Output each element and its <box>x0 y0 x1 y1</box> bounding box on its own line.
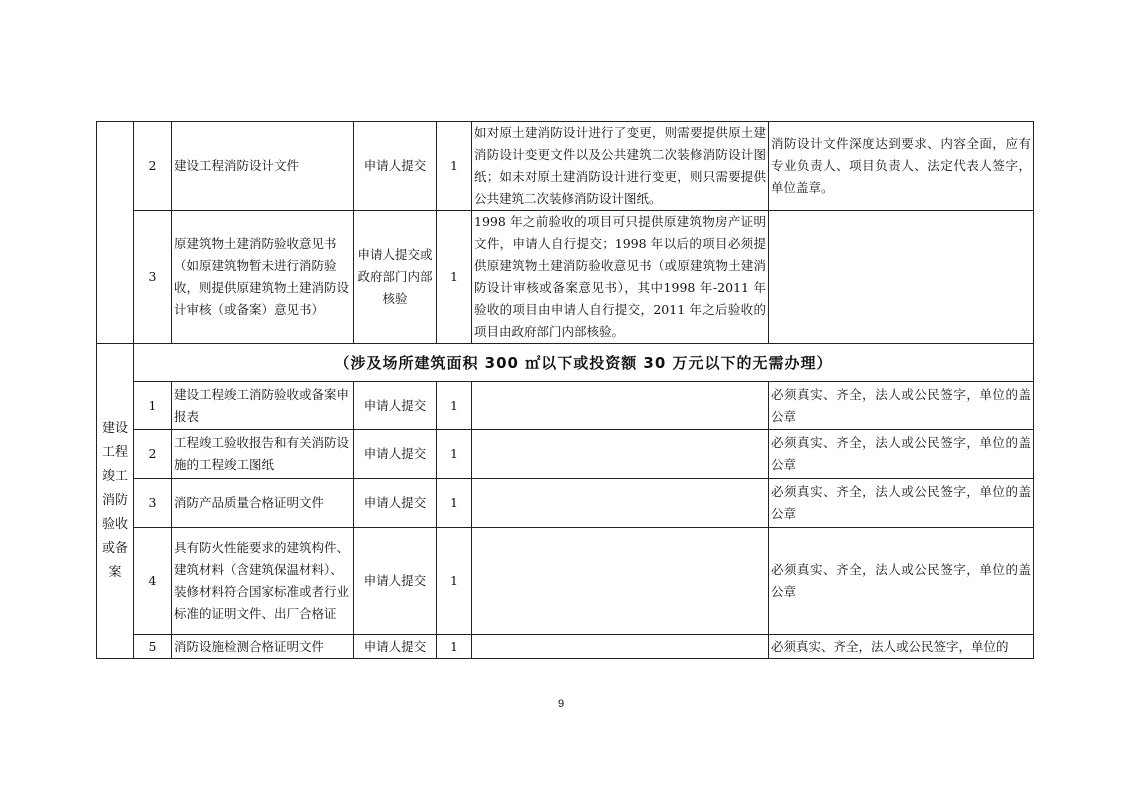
item-number: 2 <box>134 430 172 479</box>
item-requirement: 必须真实、齐全，法人或公民签字，单位的盖公章 <box>769 528 1034 635</box>
item-number: 4 <box>134 528 172 635</box>
table-row <box>97 211 1034 344</box>
item-description <box>472 430 769 479</box>
item-number: 5 <box>134 635 172 659</box>
table-row <box>97 479 1034 528</box>
item-name: 消防设施检测合格证明文件 <box>172 635 354 659</box>
item-requirement: 必须真实、齐全，法人或公民签字，单位的盖公章 <box>769 382 1034 430</box>
item-requirement: 必须真实、齐全，法人或公民签字，单位的 <box>769 635 1034 659</box>
section-banner: （涉及场所建筑面积 300 ㎡以下或投资额 30 万元以下的无需办理） <box>134 344 1034 382</box>
item-description: 如对原土建消防设计进行了变更，则需要提供原土建消防设计变更文件以及公共建筑二次装修消防设计图纸；如未对原土建消防设计进行变更，则只需要提供公共建筑二次装修消防设计图纸。 <box>472 122 769 211</box>
item-count: 1 <box>437 479 472 528</box>
item-name: 具有防火性能要求的建筑构件、建筑材料（含建筑保温材料）、装修材料符合国家标准或者行业标准的证明文件、出厂合格证 <box>172 528 354 635</box>
item-count: 1 <box>437 528 472 635</box>
item-count: 1 <box>437 635 472 659</box>
item-source: 申请人提交或政府部门内部核验 <box>354 211 437 344</box>
item-number: 3 <box>134 211 172 344</box>
item-source: 申请人提交 <box>354 430 437 479</box>
item-count: 1 <box>437 211 472 344</box>
item-description <box>472 635 769 659</box>
item-description <box>472 382 769 430</box>
item-count: 1 <box>437 382 472 430</box>
item-number: 2 <box>134 122 172 211</box>
item-source: 申请人提交 <box>354 479 437 528</box>
item-requirement: 消防设计文件深度达到要求、内容全面，应有专业负责人、项目负责人、法定代表人签字，单位盖章。 <box>769 122 1034 211</box>
item-number: 1 <box>134 382 172 430</box>
item-description <box>472 479 769 528</box>
item-requirement: 必须真实、齐全，法人或公民签字，单位的盖公章 <box>769 430 1034 479</box>
item-count: 1 <box>437 430 472 479</box>
item-source: 申请人提交 <box>354 122 437 211</box>
item-source: 申请人提交 <box>354 382 437 430</box>
table-row <box>97 122 1034 211</box>
item-source: 申请人提交 <box>354 635 437 659</box>
item-requirement: 必须真实、齐全，法人或公民签字，单位的盖公章 <box>769 479 1034 528</box>
item-count: 1 <box>437 122 472 211</box>
item-source: 申请人提交 <box>354 528 437 635</box>
item-name: 工程竣工验收报告和有关消防设施的工程竣工图纸 <box>172 430 354 479</box>
requirements-table <box>96 121 1034 659</box>
table-row <box>97 528 1034 635</box>
item-description: 1998 年之前验收的项目可只提供原建筑物房产证明文件，申请人自行提交；1998 年以后的项目必须提供原建筑物土建消防验收意见书（或原建筑物土建消防设计审核或备案意见书），其中1998 年-2011 年验收的项目由申请人自行提交，2011 年之后验收的项目由政府部门内部核验。 <box>472 211 769 344</box>
category-cell-continued <box>97 122 134 344</box>
category-cell: 建设工程竣工消防验收或备案 <box>97 344 134 659</box>
item-description <box>472 528 769 635</box>
item-name: 消防产品质量合格证明文件 <box>172 479 354 528</box>
item-name: 建设工程竣工消防验收或备案申报表 <box>172 382 354 430</box>
table-row <box>97 382 1034 430</box>
item-name: 建设工程消防设计文件 <box>172 122 354 211</box>
table-row <box>97 430 1034 479</box>
item-number: 3 <box>134 479 172 528</box>
item-name: 原建筑物土建消防验收意见书（如原建筑物暂未进行消防验收，则提供原建筑物土建消防设计审核（或备案）意见书） <box>172 211 354 344</box>
table-row <box>97 635 1034 659</box>
page-number: 9 <box>557 698 565 710</box>
table-row <box>97 344 1034 382</box>
item-requirement <box>769 211 1034 344</box>
